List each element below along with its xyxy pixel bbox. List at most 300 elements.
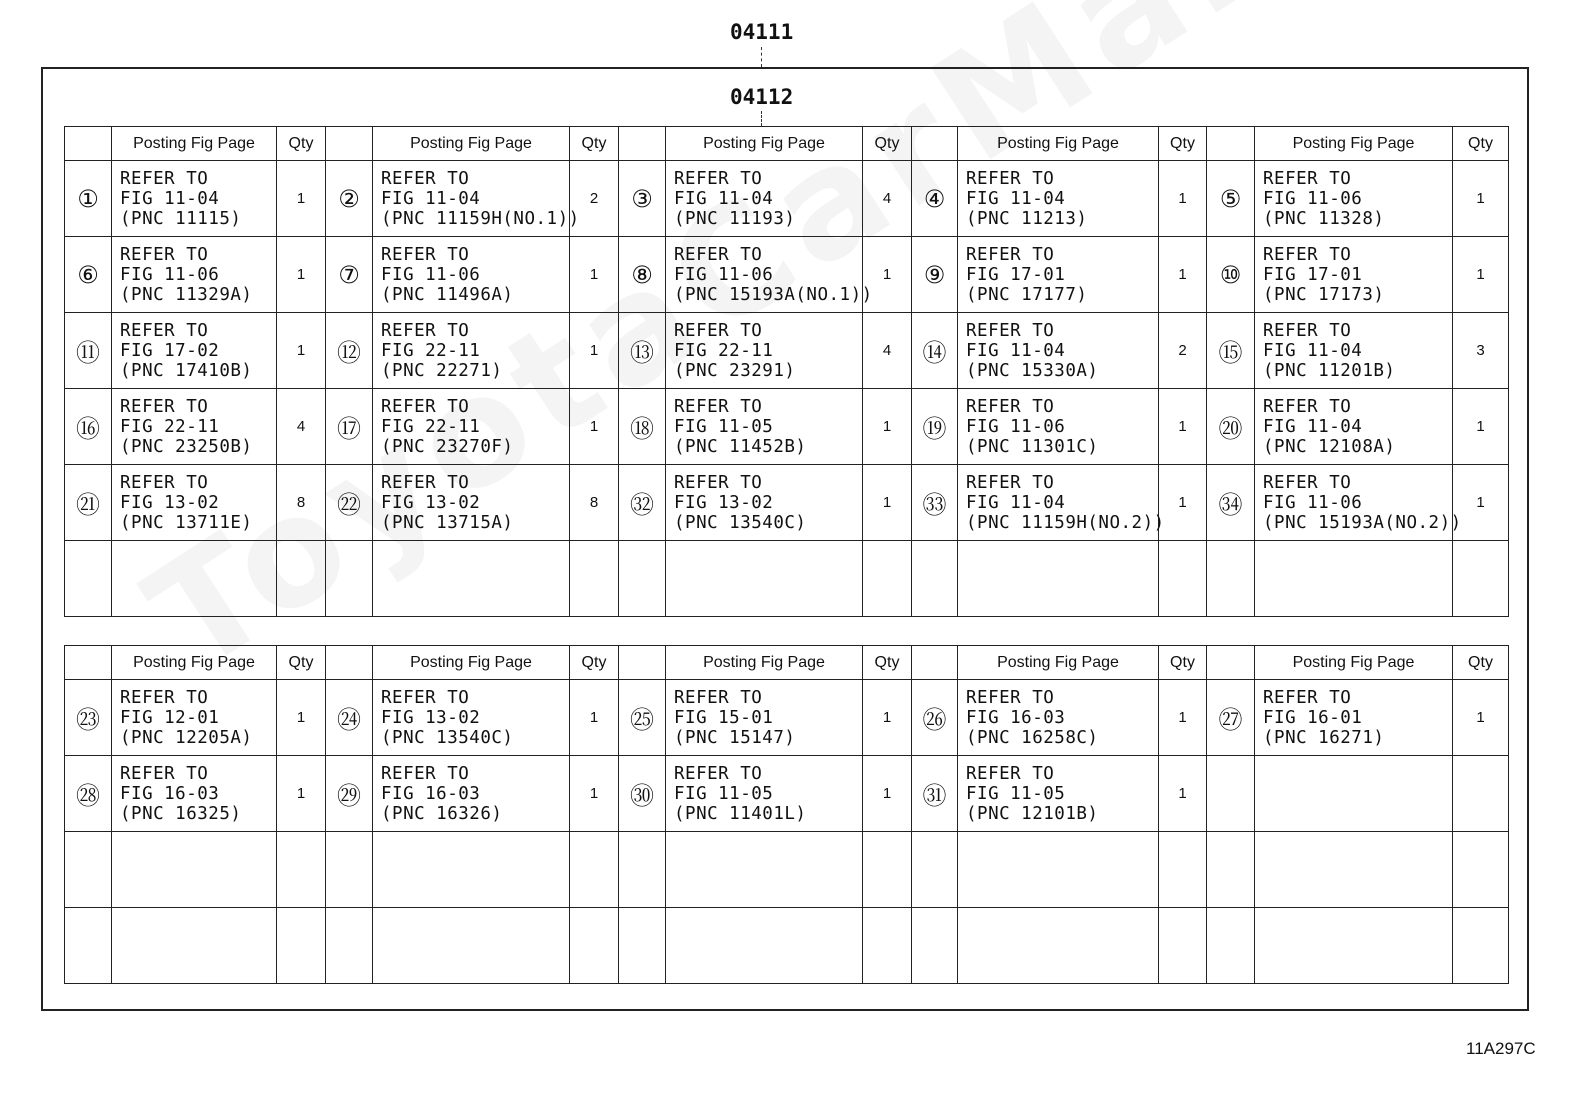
- header-row: [65, 127, 1509, 161]
- callout-number: ⑪: [65, 313, 112, 389]
- refer-line: (PNC 23291): [674, 360, 796, 381]
- header-qty-cell: Qty: [1159, 646, 1207, 680]
- empty-cell: [1159, 541, 1207, 617]
- qty-cell: 8: [570, 465, 619, 541]
- refer-cell: [112, 313, 277, 389]
- refer-cell: [373, 237, 570, 313]
- refer-line: (PNC 11452B): [674, 436, 807, 457]
- refer-cell: [112, 756, 277, 832]
- empty-cell: [65, 832, 112, 908]
- refer-line: FIG 17-01: [1263, 264, 1363, 285]
- qty-cell: 1: [1453, 161, 1509, 237]
- leader-line-outer: [761, 47, 762, 67]
- callout-number: ⑲: [912, 389, 958, 465]
- refer-cell: [666, 756, 863, 832]
- empty-cell: [912, 908, 958, 984]
- refer-cell: [958, 313, 1159, 389]
- qty-cell: 2: [570, 161, 619, 237]
- refer-cell: [112, 237, 277, 313]
- callout-number: ⑳: [1207, 389, 1255, 465]
- callout-number: ⑬: [619, 313, 666, 389]
- qty-cell: 1: [277, 161, 326, 237]
- refer-line: FIG 16-03: [966, 707, 1066, 728]
- assembly-label-outer: 04111: [730, 20, 794, 44]
- header-posting-cell: Posting Fig Page: [666, 127, 863, 161]
- refer-line: REFER TO: [120, 687, 209, 708]
- empty-cell: [112, 908, 277, 984]
- refer-line: FIG 11-05: [674, 783, 774, 804]
- empty-cell: [277, 832, 326, 908]
- empty-cell: [863, 541, 912, 617]
- header-posting-cell: Posting Fig Page: [1255, 646, 1453, 680]
- refer-cell: [373, 756, 570, 832]
- refer-line: (PNC 15193A(NO.2)): [1263, 512, 1462, 533]
- callout-number: ③: [619, 161, 666, 237]
- refer-cell: [373, 389, 570, 465]
- refer-line: FIG 13-02: [381, 707, 481, 728]
- qty-cell: 1: [277, 313, 326, 389]
- refer-cell: [373, 161, 580, 237]
- leader-line-inner: [761, 111, 762, 126]
- refer-line: FIG 13-02: [674, 492, 774, 513]
- refer-line: REFER TO: [120, 320, 209, 341]
- refer-cell: [1255, 161, 1453, 237]
- refer-line: (PNC 16325): [120, 803, 242, 824]
- refer-line: (PNC 23250B): [120, 436, 253, 457]
- refer-line: (PNC 13715A): [381, 512, 514, 533]
- refer-line: (PNC 11159H(NO.2)): [966, 512, 1165, 533]
- callout-number: ②: [326, 161, 373, 237]
- refer-line: FIG 11-04: [674, 188, 774, 209]
- refer-line: FIG 11-04: [1263, 340, 1363, 361]
- lower-parts-table: [64, 645, 1509, 984]
- refer-line: FIG 11-04: [966, 340, 1066, 361]
- refer-cell: [666, 389, 863, 465]
- empty-cell: [570, 832, 619, 908]
- qty-cell: 1: [1159, 680, 1207, 756]
- header-posting-cell: Posting Fig Page: [1255, 127, 1453, 161]
- callout-number: ⑯: [65, 389, 112, 465]
- refer-line: FIG 13-02: [120, 492, 220, 513]
- empty-cell: [1207, 832, 1255, 908]
- qty-cell: 1: [570, 680, 619, 756]
- empty-cell: [666, 541, 863, 617]
- empty-cell: [65, 908, 112, 984]
- qty-cell: 4: [863, 313, 912, 389]
- refer-line: REFER TO: [120, 168, 209, 189]
- refer-line: (PNC 11301C): [966, 436, 1099, 457]
- header-posting-cell: Posting Fig Page: [958, 646, 1159, 680]
- header-qty-cell: Qty: [1159, 127, 1207, 161]
- callout-number: ⑨: [912, 237, 958, 313]
- header-num-cell: [619, 127, 666, 161]
- empty-cell: [619, 908, 666, 984]
- header-qty-cell: Qty: [570, 127, 619, 161]
- refer-line: REFER TO: [966, 396, 1055, 417]
- refer-line: FIG 16-03: [381, 783, 481, 804]
- refer-line: FIG 15-01: [674, 707, 774, 728]
- refer-line: (PNC 16258C): [966, 727, 1099, 748]
- empty-cell: [1255, 541, 1453, 617]
- header-qty-cell: Qty: [863, 127, 912, 161]
- refer-line: REFER TO: [1263, 168, 1352, 189]
- header-row: [65, 646, 1509, 680]
- qty-cell: 1: [863, 465, 912, 541]
- table-row: [65, 313, 1509, 389]
- refer-line: REFER TO: [1263, 396, 1352, 417]
- header-num-cell: [1207, 127, 1255, 161]
- refer-line: (PNC 13711E): [120, 512, 253, 533]
- table-row: [65, 465, 1509, 541]
- refer-line: (PNC 17177): [966, 284, 1088, 305]
- callout-number: ㉘: [65, 756, 112, 832]
- header-qty-cell: Qty: [863, 646, 912, 680]
- header-posting-cell: Posting Fig Page: [112, 127, 277, 161]
- refer-cell: [666, 313, 863, 389]
- empty-cell: [326, 908, 373, 984]
- qty-cell: 1: [570, 313, 619, 389]
- refer-line: FIG 11-04: [1263, 416, 1363, 437]
- header-posting-cell: Posting Fig Page: [666, 646, 863, 680]
- callout-number: ㉖: [912, 680, 958, 756]
- refer-line: (PNC 11328): [1263, 208, 1385, 229]
- refer-line: FIG 13-02: [381, 492, 481, 513]
- refer-cell: [666, 465, 863, 541]
- callout-number: ⑥: [65, 237, 112, 313]
- qty-cell: 2: [1159, 313, 1207, 389]
- refer-line: (PNC 12101B): [966, 803, 1099, 824]
- callout-number: ⑩: [1207, 237, 1255, 313]
- callout-number: ⑤: [1207, 161, 1255, 237]
- refer-line: REFER TO: [674, 763, 763, 784]
- empty-cell: [65, 541, 112, 617]
- refer-line: FIG 11-06: [674, 264, 774, 285]
- callout-number: ⑰: [326, 389, 373, 465]
- refer-line: (PNC 17410B): [120, 360, 253, 381]
- empty-cell: [619, 832, 666, 908]
- refer-line: REFER TO: [674, 396, 763, 417]
- header-num-cell: [619, 646, 666, 680]
- callout-number: ⑭: [912, 313, 958, 389]
- refer-line: REFER TO: [966, 168, 1055, 189]
- refer-line: REFER TO: [966, 320, 1055, 341]
- refer-cell: [1255, 389, 1453, 465]
- refer-cell: [958, 389, 1159, 465]
- header-num-cell: [65, 127, 112, 161]
- refer-line: FIG 12-01: [120, 707, 220, 728]
- header-qty-cell: Qty: [1453, 646, 1509, 680]
- header-qty-cell: Qty: [277, 127, 326, 161]
- callout-number: ⑦: [326, 237, 373, 313]
- refer-line: FIG 11-06: [381, 264, 481, 285]
- callout-number: ㉚: [619, 756, 666, 832]
- callout-number: ⑮: [1207, 313, 1255, 389]
- refer-line: FIG 11-06: [1263, 492, 1363, 513]
- refer-line: REFER TO: [381, 320, 470, 341]
- qty-cell: 1: [277, 756, 326, 832]
- qty-cell: 1: [1159, 389, 1207, 465]
- assembly-label-inner: 04112: [730, 85, 794, 109]
- refer-line: (PNC 11115): [120, 208, 242, 229]
- refer-cell: [958, 237, 1159, 313]
- empty-cell: [666, 908, 863, 984]
- refer-cell: [1255, 680, 1453, 756]
- callout-number: ㉕: [619, 680, 666, 756]
- empty-cell: [112, 541, 277, 617]
- empty-cell: [277, 908, 326, 984]
- empty-cell: [1255, 832, 1453, 908]
- empty-cell: [1159, 832, 1207, 908]
- header-num-cell: [1207, 646, 1255, 680]
- qty-cell: 1: [570, 389, 619, 465]
- table-row: [65, 756, 1509, 832]
- refer-line: REFER TO: [674, 244, 763, 265]
- callout-number: ㉙: [326, 756, 373, 832]
- refer-line: FIG 11-05: [674, 416, 774, 437]
- callout-number: ④: [912, 161, 958, 237]
- refer-line: FIG 22-11: [381, 416, 481, 437]
- refer-line: FIG 11-04: [966, 188, 1066, 209]
- callout-number: ⑱: [619, 389, 666, 465]
- qty-cell: 1: [277, 680, 326, 756]
- empty-cell: [373, 541, 570, 617]
- refer-line: REFER TO: [1263, 244, 1352, 265]
- empty-cell: [1453, 908, 1509, 984]
- empty-cell: [373, 832, 570, 908]
- table-row: [65, 237, 1509, 313]
- refer-line: (PNC 11193): [674, 208, 796, 229]
- refer-line: (PNC 15147): [674, 727, 796, 748]
- qty-cell: 1: [863, 237, 912, 313]
- callout-number: ㉒: [326, 465, 373, 541]
- empty-row: [65, 908, 1509, 984]
- refer-cell: [666, 237, 873, 313]
- empty-row: [65, 832, 1509, 908]
- refer-line: FIG 11-06: [120, 264, 220, 285]
- callout-number: ①: [65, 161, 112, 237]
- qty-cell: 1: [1453, 237, 1509, 313]
- qty-cell: 1: [1159, 237, 1207, 313]
- empty-cell: [1255, 908, 1453, 984]
- refer-cell: [112, 680, 277, 756]
- refer-line: (PNC 16326): [381, 803, 503, 824]
- callout-number: ㉗: [1207, 680, 1255, 756]
- header-num-cell: [912, 646, 958, 680]
- refer-cell: [1255, 756, 1453, 832]
- qty-cell: 1: [1159, 465, 1207, 541]
- refer-line: FIG 16-01: [1263, 707, 1363, 728]
- refer-line: REFER TO: [120, 472, 209, 493]
- refer-line: REFER TO: [674, 168, 763, 189]
- qty-cell: 1: [1159, 161, 1207, 237]
- header-num-cell: [326, 646, 373, 680]
- qty-cell: 4: [277, 389, 326, 465]
- refer-line: REFER TO: [966, 687, 1055, 708]
- callout-number: ㉛: [912, 756, 958, 832]
- empty-cell: [570, 908, 619, 984]
- empty-cell: [570, 541, 619, 617]
- callout-number: ㉔: [326, 680, 373, 756]
- refer-line: REFER TO: [674, 320, 763, 341]
- refer-line: REFER TO: [966, 244, 1055, 265]
- table-row: [65, 161, 1509, 237]
- refer-line: REFER TO: [381, 472, 470, 493]
- callout-number: ㉞: [1207, 465, 1255, 541]
- header-num-cell: [65, 646, 112, 680]
- empty-cell: [326, 541, 373, 617]
- refer-cell: [1255, 237, 1453, 313]
- empty-cell: [373, 908, 570, 984]
- refer-cell: [958, 756, 1159, 832]
- refer-line: REFER TO: [381, 244, 470, 265]
- empty-cell: [277, 541, 326, 617]
- refer-line: REFER TO: [381, 763, 470, 784]
- refer-line: FIG 17-01: [966, 264, 1066, 285]
- empty-cell: [326, 832, 373, 908]
- callout-number: [1207, 756, 1255, 832]
- refer-line: REFER TO: [674, 687, 763, 708]
- header-posting-cell: Posting Fig Page: [958, 127, 1159, 161]
- refer-line: FIG 11-04: [966, 492, 1066, 513]
- header-num-cell: [326, 127, 373, 161]
- qty-cell: 1: [1453, 389, 1509, 465]
- refer-line: FIG 11-06: [966, 416, 1066, 437]
- empty-cell: [863, 832, 912, 908]
- callout-number: ⑫: [326, 313, 373, 389]
- upper-parts-table: [64, 126, 1509, 617]
- refer-cell: [958, 680, 1159, 756]
- qty-cell: 1: [863, 756, 912, 832]
- qty-cell: 1: [1453, 680, 1509, 756]
- header-qty-cell: Qty: [1453, 127, 1509, 161]
- refer-line: REFER TO: [381, 687, 470, 708]
- refer-line: (PNC 22271): [381, 360, 503, 381]
- refer-line: REFER TO: [966, 763, 1055, 784]
- refer-line: FIG 11-04: [381, 188, 481, 209]
- refer-line: REFER TO: [1263, 687, 1352, 708]
- empty-cell: [863, 908, 912, 984]
- refer-cell: [958, 465, 1165, 541]
- refer-line: (PNC 11401L): [674, 803, 807, 824]
- refer-line: REFER TO: [1263, 320, 1352, 341]
- refer-line: (PNC 11159H(NO.1)): [381, 208, 580, 229]
- qty-cell: [1453, 756, 1509, 832]
- refer-line: FIG 16-03: [120, 783, 220, 804]
- empty-cell: [1159, 908, 1207, 984]
- refer-cell: [1255, 465, 1462, 541]
- refer-line: REFER TO: [381, 168, 470, 189]
- refer-line: (PNC 11329A): [120, 284, 253, 305]
- refer-cell: [958, 161, 1159, 237]
- empty-cell: [958, 832, 1159, 908]
- empty-cell: [958, 908, 1159, 984]
- refer-line: (PNC 13540C): [674, 512, 807, 533]
- refer-line: REFER TO: [1263, 472, 1352, 493]
- qty-cell: 1: [863, 389, 912, 465]
- refer-line: (PNC 11496A): [381, 284, 514, 305]
- refer-line: REFER TO: [966, 472, 1055, 493]
- callout-number: ㉝: [912, 465, 958, 541]
- refer-line: FIG 22-11: [120, 416, 220, 437]
- header-num-cell: [912, 127, 958, 161]
- header-posting-cell: Posting Fig Page: [112, 646, 277, 680]
- callout-number: ⑧: [619, 237, 666, 313]
- refer-line: (PNC 11213): [966, 208, 1088, 229]
- refer-line: FIG 22-11: [381, 340, 481, 361]
- refer-cell: [112, 389, 277, 465]
- header-posting-cell: Posting Fig Page: [373, 127, 570, 161]
- empty-cell: [958, 541, 1159, 617]
- qty-cell: 1: [277, 237, 326, 313]
- refer-line: (PNC 13540C): [381, 727, 514, 748]
- qty-cell: 1: [863, 680, 912, 756]
- refer-cell: [373, 313, 570, 389]
- qty-cell: 1: [1453, 465, 1509, 541]
- refer-cell: [112, 465, 277, 541]
- refer-cell: [666, 680, 863, 756]
- refer-cell: [373, 680, 570, 756]
- refer-line: REFER TO: [120, 244, 209, 265]
- refer-line: (PNC 23270F): [381, 436, 514, 457]
- callout-number: ㉑: [65, 465, 112, 541]
- refer-line: REFER TO: [381, 396, 470, 417]
- refer-line: FIG 17-02: [120, 340, 220, 361]
- refer-line: FIG 22-11: [674, 340, 774, 361]
- qty-cell: 4: [863, 161, 912, 237]
- refer-line: REFER TO: [120, 763, 209, 784]
- empty-cell: [1207, 541, 1255, 617]
- qty-cell: 1: [570, 756, 619, 832]
- refer-line: REFER TO: [674, 472, 763, 493]
- refer-line: (PNC 16271): [1263, 727, 1385, 748]
- empty-cell: [1453, 541, 1509, 617]
- empty-cell: [1207, 908, 1255, 984]
- qty-cell: 1: [1159, 756, 1207, 832]
- refer-line: (PNC 15330A): [966, 360, 1099, 381]
- table-row: [65, 680, 1509, 756]
- header-posting-cell: Posting Fig Page: [373, 646, 570, 680]
- refer-line: (PNC 17173): [1263, 284, 1385, 305]
- refer-line: FIG 11-05: [966, 783, 1066, 804]
- refer-cell: [666, 161, 863, 237]
- diagram-id: 11A297C: [1466, 1039, 1536, 1058]
- empty-cell: [666, 832, 863, 908]
- empty-cell: [619, 541, 666, 617]
- refer-line: REFER TO: [120, 396, 209, 417]
- empty-cell: [1453, 832, 1509, 908]
- empty-row: [65, 541, 1509, 617]
- qty-cell: 8: [277, 465, 326, 541]
- empty-cell: [912, 541, 958, 617]
- refer-line: (PNC 12108A): [1263, 436, 1396, 457]
- callout-number: ㉜: [619, 465, 666, 541]
- refer-cell: [112, 161, 277, 237]
- qty-cell: 3: [1453, 313, 1509, 389]
- callout-number: ㉓: [65, 680, 112, 756]
- header-qty-cell: Qty: [277, 646, 326, 680]
- refer-line: FIG 11-06: [1263, 188, 1363, 209]
- empty-cell: [112, 832, 277, 908]
- qty-cell: 1: [570, 237, 619, 313]
- refer-cell: [373, 465, 570, 541]
- refer-line: (PNC 12205A): [120, 727, 253, 748]
- refer-line: FIG 11-04: [120, 188, 220, 209]
- header-qty-cell: Qty: [570, 646, 619, 680]
- refer-line: (PNC 11201B): [1263, 360, 1396, 381]
- empty-cell: [912, 832, 958, 908]
- refer-cell: [1255, 313, 1453, 389]
- refer-line: (PNC 15193A(NO.1)): [674, 284, 873, 305]
